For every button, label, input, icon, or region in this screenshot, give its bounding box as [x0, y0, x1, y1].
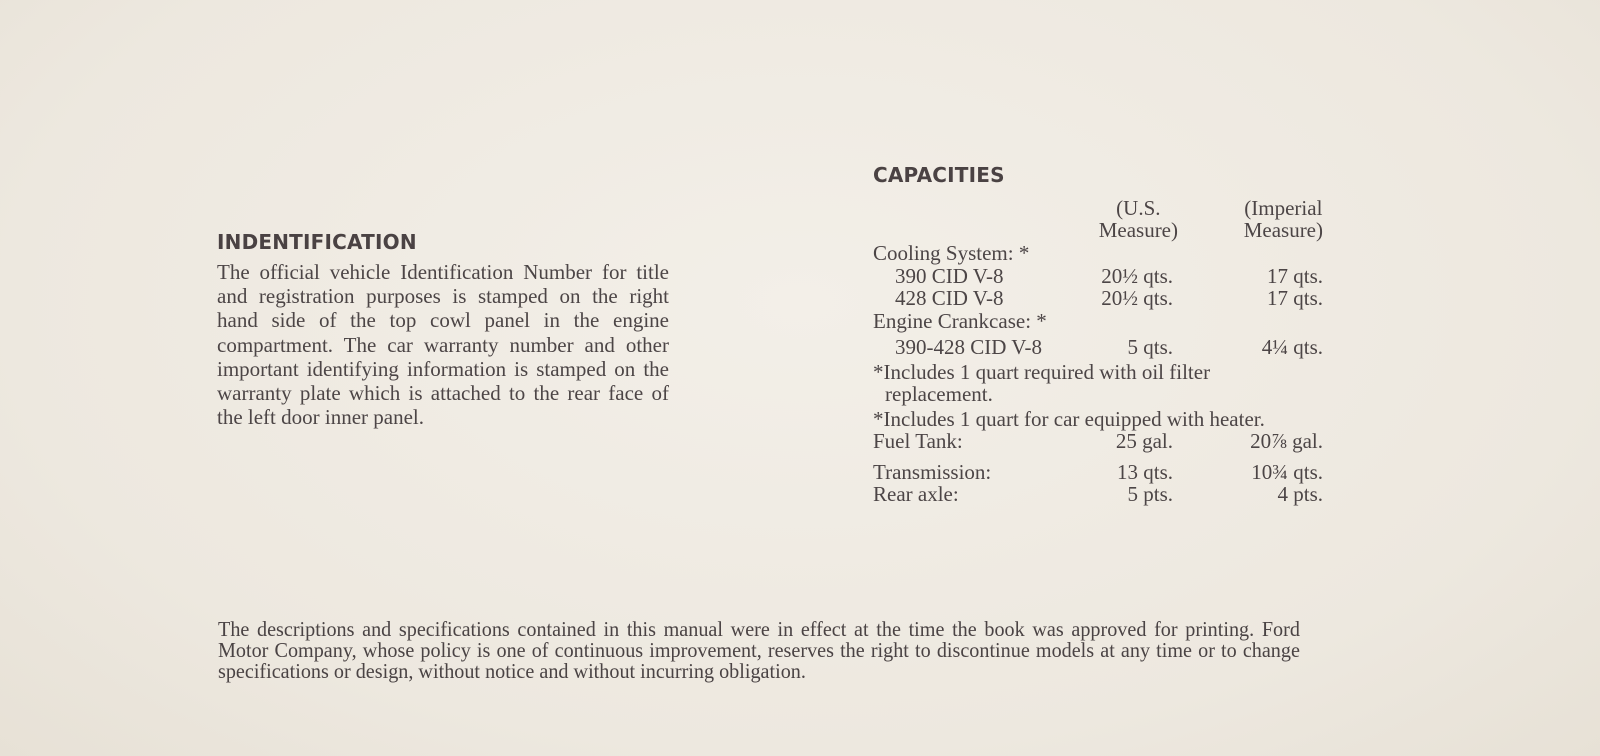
- disclaimer-text: The descriptions and specifications contained in this manual were in effect at the time the book was approved for printing. Ford Motor Company, whose policy is one of continuous improvement, reserves the right to discontinue models at any time or to change specifications or design, without notice and without incurring obligation.: [218, 617, 1300, 683]
- us-value: 20½ qts.: [1101, 263, 1173, 288]
- us-header-line1: (U.S.: [1116, 196, 1161, 220]
- engine-label: 390 CID V-8: [895, 263, 1004, 288]
- imperial-header-line1: (Imperial: [1244, 196, 1323, 220]
- imperial-value: 20⅞ gal.: [1250, 429, 1323, 453]
- engine-crankcase-label: Engine Crankcase: *: [873, 308, 1047, 333]
- cooling-system-label-row: [873, 242, 1323, 265]
- capacities-column-headers: [873, 197, 1323, 242]
- us-value: 5 pts.: [1127, 482, 1173, 506]
- imperial-value: 10¾ qts.: [1251, 459, 1323, 484]
- us-header-line2: Measure): [1098, 218, 1178, 242]
- rear-axle-label: Rear axle:: [873, 482, 959, 506]
- imperial-header-line2: Measure): [1243, 218, 1323, 242]
- engine-label: 428 CID V-8: [895, 286, 1004, 310]
- capacity-row: [873, 265, 1323, 288]
- imperial-measure-header: [1244, 197, 1323, 241]
- us-value: 13 qts.: [1116, 459, 1173, 484]
- imperial-value: 4¼ qts.: [1261, 335, 1323, 359]
- footnote-heater: *Includes 1 quart for car equipped with heater.: [873, 406, 1265, 431]
- transmission-row: [873, 461, 1323, 484]
- capacity-row: [873, 287, 1323, 310]
- imperial-value: 17 qts.: [1266, 286, 1323, 310]
- us-value: 5 qts.: [1127, 335, 1173, 359]
- imperial-value: 4 pts.: [1277, 482, 1323, 506]
- identification-body: The official vehicle Identification Number for title and registration purposes is stamped on the right hand side of the top cowl panel in the engine compartment. The car warranty number and other important identifying information is stamped on the warranty plate which is attached to the rear face of the left door inner panel.: [217, 260, 669, 430]
- engine-label: 390-428 CID V-8: [895, 335, 1043, 359]
- identification-section: [217, 230, 669, 429]
- fuel-tank-label: Fuel Tank:: [873, 429, 963, 453]
- us-measure-header: [1099, 197, 1178, 241]
- fuel-tank-row: [873, 430, 1323, 453]
- us-value: 20½ qts.: [1101, 286, 1173, 310]
- cooling-system-label: Cooling System: *: [873, 241, 1030, 265]
- capacities-section: [873, 163, 1323, 506]
- rear-axle-row: [873, 483, 1323, 506]
- footnote-oil-filter: *Includes 1 quart required with oil filter replacement.: [873, 359, 1211, 406]
- imperial-value: 17 qts.: [1266, 263, 1323, 288]
- engine-crankcase-label-row: [873, 310, 1323, 333]
- capacities-heading: CAPACITIES: [873, 163, 1005, 187]
- capacity-row: [873, 336, 1323, 359]
- transmission-label: Transmission:: [873, 459, 992, 484]
- identification-heading: INDENTIFICATION: [217, 230, 417, 254]
- us-value: 25 gal.: [1115, 429, 1173, 453]
